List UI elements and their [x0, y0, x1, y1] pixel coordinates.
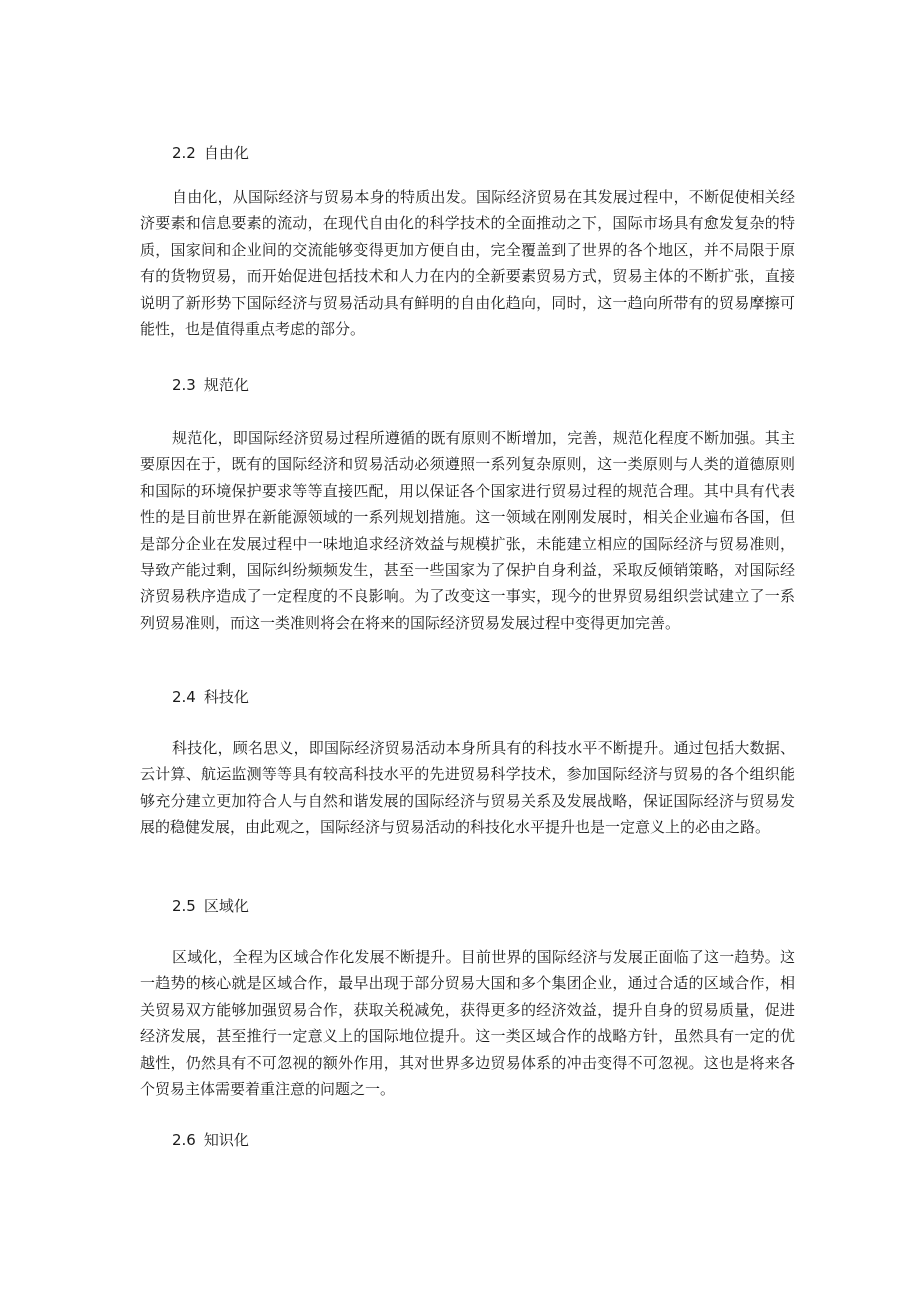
section-number: 2.5 [172, 897, 196, 915]
section-number: 2.2 [172, 144, 196, 162]
section-paragraph-2-4: 科技化，顾名思义，即国际经济贸易活动本身所具有的科技水平不断提升。通过包括大数据、云计算、航运监测等等具有较高科技水平的先进贸易科学技术，参加国际经济与贸易的各个组织能够充分建立更加符合人与自然和谐发展的国际经济与贸易关系及发展战略，保证国际经济与贸易发展的稳健发展，由此观之，国际经济与贸易活动的科技化水平提升也是一定意义上的必由之路。 [140, 739, 795, 837]
section-number: 2.3 [172, 376, 196, 394]
section-title: 科技化 [203, 688, 249, 706]
section-paragraph-2-5: 区域化，全程为区域合作化发展不断提升。目前世界的国际经济与发展正面临了这一趋势。这一趋势的核心就是区域合作，最早出现于部分贸易大国和多个集团企业，通过合适的区域合作，相关贸易双方能够加强贸易合作，获取关税减免，获得更多的经济效益，提升自身的贸易质量，促进经济发展，甚至推行一定意义上的国际地位提升。这一类区域合作的战略方针，虽然具有一定的优越性，仍然具有不可忽视的额外作用，其对世界多边贸易体系的冲击变得不可忽视。这也是将来各个贸易主体需要着重注意的问题之一。 [140, 948, 795, 1099]
section-title: 区域化 [203, 897, 249, 915]
section-number: 2.6 [172, 1131, 196, 1149]
section-title: 自由化 [203, 144, 249, 162]
section-paragraph-2-2: 自由化，从国际经济与贸易本身的特质出发。国际经济贸易在其发展过程中，不断促使相关经济要素和信息要素的流动，在现代自由化的科学技术的全面推动之下，国际市场具有愈发复杂的特质，国家间和企业间的交流能够变得更加方便自由，完全覆盖到了世界的各个地区，并不局限于原有的货物贸易，而开始促进包括技术和人力在内的全新要素贸易方式，贸易主体的不断扩张，直接说明了新形势下国际经济与贸易活动具有鲜明的自由化趋向，同时，这一趋向所带有的贸易摩擦可能性，也是值得重点考虑的部分。 [140, 188, 795, 339]
section-title: 规范化 [203, 376, 249, 394]
section-heading-2-6 [172, 1130, 249, 1150]
section-heading-2-2 [172, 143, 249, 163]
section-heading-2-3 [172, 375, 249, 395]
section-heading-2-5 [172, 896, 249, 916]
section-number: 2.4 [172, 688, 196, 706]
section-heading-2-4 [172, 687, 249, 707]
section-paragraph-2-3: 规范化，即国际经济贸易过程所遵循的既有原则不断增加，完善，规范化程度不断加强。其主要原因在于，既有的国际经济和贸易活动必须遵照一系列复杂原则，这一类原则与人类的道德原则和国际的环境保护要求等等直接匹配，用以保证各个国家进行贸易过程的规范合理。其中具有代表性的是目前世界在新能源领域的一系列规划措施。这一领域在刚刚发展时，相关企业遍布各国，但是部分企业在发展过程中一味地追求经济效益与规模扩张，未能建立相应的国际经济与贸易准则，导致产能过剩，国际纠纷频频发生，甚至一些国家为了保护自身利益，采取反倾销策略，对国际经济贸易秩序造成了一定程度的不良影响。为了改变这一事实，现今的世界贸易组织尝试建立了一系列贸易准则，而这一类准则将会在将来的国际经济贸易发展过程中变得更加完善。 [140, 429, 795, 632]
section-title: 知识化 [203, 1131, 249, 1149]
